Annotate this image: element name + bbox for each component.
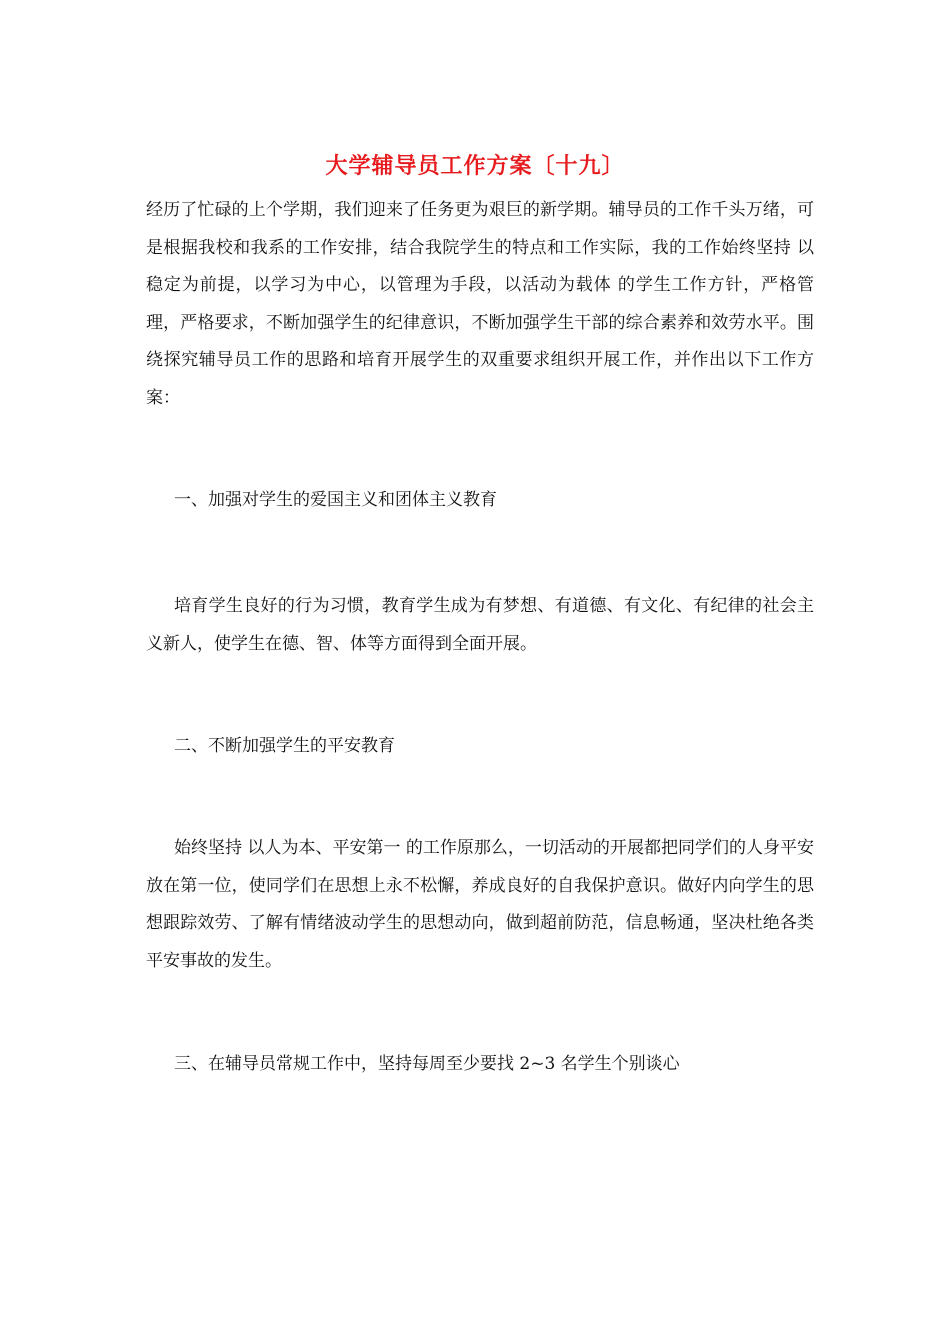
document-title: 大学辅导员工作方案〔十九〕 [325,153,625,179]
section-body-2: 始终坚持 以人为本、平安第一 的工作原那么，一切活动的开展都把同学们的人身平安放在第一位，使同学们在思想上永不松懈，养成良好的自我保护意识。做好内向学生的思想跟踪效劳、了解有情绪波动学生的思想动向，做到超前防范，信息畅通，坚决杜绝各类平安事故的发生。 [146,838,814,971]
section-heading-2: 二、不断加强学生的平安教育 [174,736,395,756]
intro-paragraph: 经历了忙碌的上个学期，我们迎来了任务更为艰巨的新学期。辅导员的工作千头万绪，可是根据我校和我系的工作安排，结合我院学生的特点和工作实际，我的工作始终坚持 以稳定为前提，以学习为中心，以管理为手段，以活动为载体 的学生工作方针，严格管理，严格要求，不断加强学生的纪律意识，不断加强学生干部的综合素养和效劳水平。围绕探究辅导员工作的思路和培育开展学生的双重要求组织开展工作，并作出以下工作方案： [146,200,814,408]
section-heading-3: 三、在辅导员常规工作中，坚持每周至少要找 2~3 名学生个别谈心 [174,1054,680,1074]
section-body-1: 培育学生良好的行为习惯，教育学生成为有梦想、有道德、有文化、有纪律的社会主义新人，使学生在德、智、体等方面得到全面开展。 [146,596,814,654]
section-heading-1: 一、加强对学生的爱国主义和团体主义教育 [174,490,497,510]
